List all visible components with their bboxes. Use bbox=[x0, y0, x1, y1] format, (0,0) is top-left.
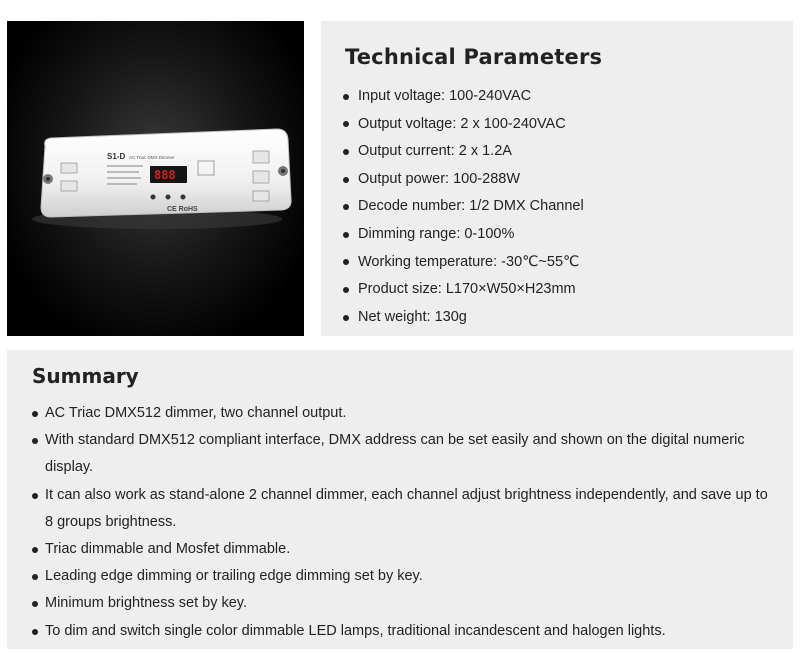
parameter-item: Decode number: 1/2 DMX Channel bbox=[343, 193, 584, 221]
technical-parameters-title: Technical Parameters bbox=[345, 45, 603, 69]
bullet-icon bbox=[32, 574, 38, 580]
model-subtitle: AC Triac DMX Dimmer bbox=[129, 155, 175, 160]
bullet-icon bbox=[343, 232, 349, 238]
parameter-item: Input voltage: 100-240VAC bbox=[343, 83, 584, 111]
summary-item: Minimum brightness set by key. bbox=[32, 590, 777, 617]
parameter-item: Working temperature: -30℃~55℃ bbox=[343, 249, 584, 277]
bullet-icon bbox=[343, 204, 349, 210]
parameter-item: Dimming range: 0-100% bbox=[343, 221, 584, 249]
summary-list bbox=[32, 400, 777, 645]
summary-item: With standard DMX512 compliant interface, DMX address can be set easily and shown on the digital numeric display. bbox=[32, 427, 777, 481]
bullet-icon bbox=[343, 287, 349, 293]
summary-panel bbox=[7, 350, 793, 649]
bullet-icon bbox=[343, 177, 349, 183]
certification-marks: CE RoHS bbox=[167, 206, 198, 213]
bullet-icon bbox=[32, 547, 38, 553]
summary-item: Leading edge dimming or trailing edge dimming set by key. bbox=[32, 563, 777, 590]
summary-item: Triac dimmable and Mosfet dimmable. bbox=[32, 536, 777, 563]
key-button bbox=[151, 195, 156, 200]
parameter-item: Net weight: 130g bbox=[343, 304, 584, 332]
technical-parameters-panel bbox=[321, 21, 793, 336]
display-digits: 888 bbox=[154, 168, 176, 182]
bullet-icon bbox=[343, 259, 349, 265]
summary-item: AC Triac DMX512 dimmer, two channel output. bbox=[32, 400, 777, 427]
bullet-icon bbox=[32, 438, 38, 444]
key-button bbox=[166, 195, 171, 200]
dimmer-device-image bbox=[7, 21, 304, 336]
parameter-item: Output voltage: 2 x 100-240VAC bbox=[343, 111, 584, 139]
bullet-icon bbox=[32, 601, 38, 607]
summary-title: Summary bbox=[32, 364, 139, 388]
bullet-icon bbox=[32, 493, 38, 499]
parameter-item: Output current: 2 x 1.2A bbox=[343, 138, 584, 166]
summary-item: To dim and switch single color dimmable LED lamps, traditional incandescent and halogen lights. bbox=[32, 618, 777, 645]
parameter-item: Output power: 100-288W bbox=[343, 166, 584, 194]
bullet-icon bbox=[343, 149, 349, 155]
product-photo bbox=[7, 21, 304, 336]
bullet-icon bbox=[32, 411, 38, 417]
bullet-icon bbox=[32, 629, 38, 635]
key-button bbox=[181, 195, 186, 200]
bullet-icon bbox=[343, 121, 349, 127]
technical-parameters-list bbox=[343, 83, 584, 331]
bullet-icon bbox=[343, 315, 349, 321]
model-label: S1-D bbox=[107, 152, 126, 161]
summary-item: It can also work as stand-alone 2 channel dimmer, each channel adjust brightness independently, and save up to 8 groups brightness. bbox=[32, 482, 777, 536]
parameter-item: Product size: L170×W50×H23mm bbox=[343, 276, 584, 304]
bullet-icon bbox=[343, 94, 349, 100]
